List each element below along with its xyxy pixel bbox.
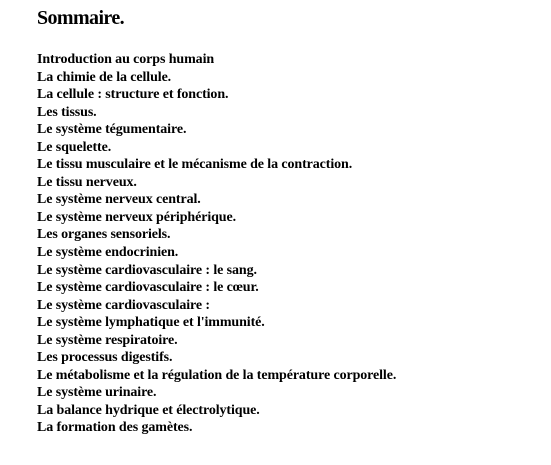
- toc-entry: La balance hydrique et électrolytique.: [37, 402, 260, 418]
- toc-entry: Le système nerveux central.: [37, 192, 201, 208]
- toc-entry: Le système nerveux périphérique.: [37, 209, 236, 225]
- toc-entry: Les tissus.: [37, 104, 97, 120]
- toc-entry: Le système cardiovasculaire : le sang.: [37, 262, 257, 278]
- toc-entry: Les processus digestifs.: [37, 350, 173, 366]
- toc-entry: Le tissu musculaire et le mécanisme de la contraction.: [37, 157, 353, 173]
- toc-entry: Le système urinaire.: [37, 385, 157, 401]
- table-of-contents: [37, 51, 396, 437]
- toc-entry: Les organes sensoriels.: [37, 227, 171, 243]
- toc-entry: Le tissu nerveux.: [37, 174, 137, 190]
- page-title: Sommaire.: [37, 7, 124, 29]
- toc-entry: Le système respiratoire.: [37, 332, 178, 348]
- toc-entry: Le système cardiovasculaire :: [37, 297, 210, 313]
- toc-entry: Le métabolisme et la régulation de la température corporelle.: [37, 367, 397, 383]
- toc-entry: La cellule : structure et fonction.: [37, 87, 229, 103]
- toc-entry: La formation des gamètes.: [37, 420, 193, 436]
- toc-entry: Le système endocrinien.: [37, 245, 179, 261]
- toc-entry: Le squelette.: [37, 139, 112, 155]
- toc-entry: Le système tégumentaire.: [37, 122, 187, 138]
- toc-entry: Le système cardiovasculaire : le cœur.: [37, 280, 259, 296]
- toc-entry: Le système lymphatique et l'immunité.: [37, 315, 265, 331]
- toc-entry: La chimie de la cellule.: [37, 69, 172, 85]
- toc-entry: Introduction au corps humain: [37, 52, 215, 67]
